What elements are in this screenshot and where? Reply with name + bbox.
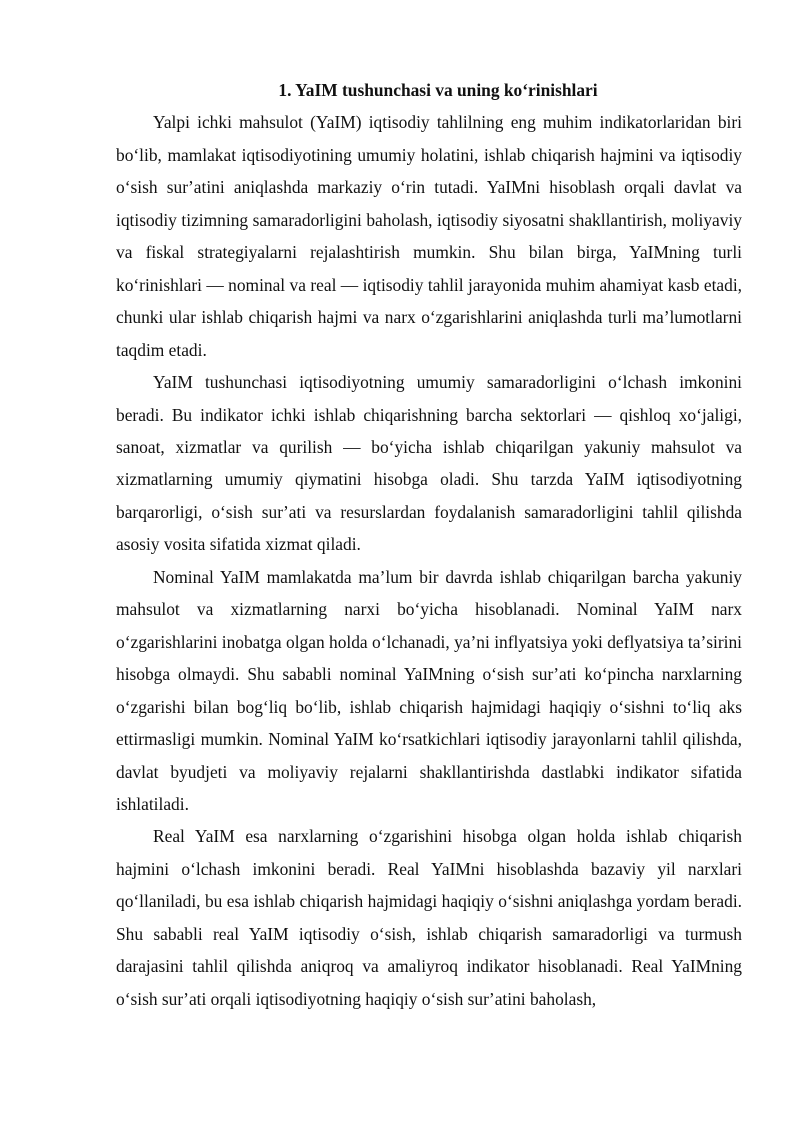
document-page: [116, 74, 742, 1015]
paragraph-4: Real YaIM esa narxlarning oʻzgarishini hisobga olgan holda ishlab chiqarish hajmini oʻlchash imkonini beradi. Real YaIMni hisoblashda bazaviy yil narxlari qoʻllaniladi, bu esa ishlab chiqarish hajmidagi haqiqiy oʻsishni aniqlashga yordam beradi. Shu sababli real YaIM iqtisodiy oʻsish, ishlab chiqarish samaradorligi va turmush darajasini tahlil qilishda aniqroq va amaliyroq indikator hisoblanadi. Real YaIMning oʻsish surʼati orqali iqtisodiyotning haqiqiy oʻsish surʼatini baholash,: [116, 826, 742, 1009]
paragraph-1: Yalpi ichki mahsulot (YaIM) iqtisodiy tahlilning eng muhim indikatorlaridan biri boʻlib, mamlakat iqtisodiyotining umumiy holatini, ishlab chiqarish hajmini va iqtisodiy oʻsish surʼatini aniqlashda markaziy oʻrin tutadi. YaIMni hisoblash orqali davlat va iqtisodiy tizimning samaradorligini baholash, iqtisodiy siyosatni shakllantirish, moliyaviy va fiskal strategiyalarni rejalashtirish mumkin. Shu bilan birga, YaIMning turli koʻrinishlari — nominal va real — iqtisodiy tahlil jarayonida muhim ahamiyat kasb etadi, chunki ular ishlab chiqarish hajmi va narx oʻzgarishlarini aniqlashda turli maʼlumotlarni taqdim etadi.: [116, 112, 742, 360]
paragraph-3: Nominal YaIM mamlakatda maʼlum bir davrda ishlab chiqarilgan barcha yakuniy mahsulot va xizmatlarning narxi boʻyicha hisoblanadi. Nominal YaIM narx oʻzgarishlarini inobatga olgan holda oʻlchanadi, yaʼni inflyatsiya yoki deflyatsiya taʼsirini hisobga olmaydi. Shu sababli nominal YaIMning oʻsish surʼati koʻpincha narxlarning oʻzgarishi bilan bogʻliq boʻlib, ishlab chiqarish hajmidagi haqiqiy oʻsishni toʻliq aks ettirmasligi mumkin. Nominal YaIM koʻrsatkichlari iqtisodiy jarayonlarni tahlil qilishda, davlat byudjeti va moliyaviy rejalarni shakllantirishda dastlabki indikator sifatida ishlatiladi.: [116, 566, 742, 814]
section-title: 1. YaIM tushunchasi va uning koʻrinishlari: [278, 80, 598, 100]
paragraph-2: YaIM tushunchasi iqtisodiyotning umumiy samaradorligini oʻlchash imkonini beradi. Bu indikator ichki ishlab chiqarishning barcha sektorlari — qishloq xoʻjaligi, sanoat, xizmatlar va qurilish — boʻyicha ishlab chiqarilgan yakuniy mahsulot va xizmatlarning umumiy qiymatini hisobga oladi. Shu tarzda YaIM iqtisodiyotning barqarorligi, oʻsish surʼati va resurslardan foydalanish samaradorligini tahlil qilishda asosiy vosita sifatida xizmat qiladi.: [116, 372, 742, 555]
